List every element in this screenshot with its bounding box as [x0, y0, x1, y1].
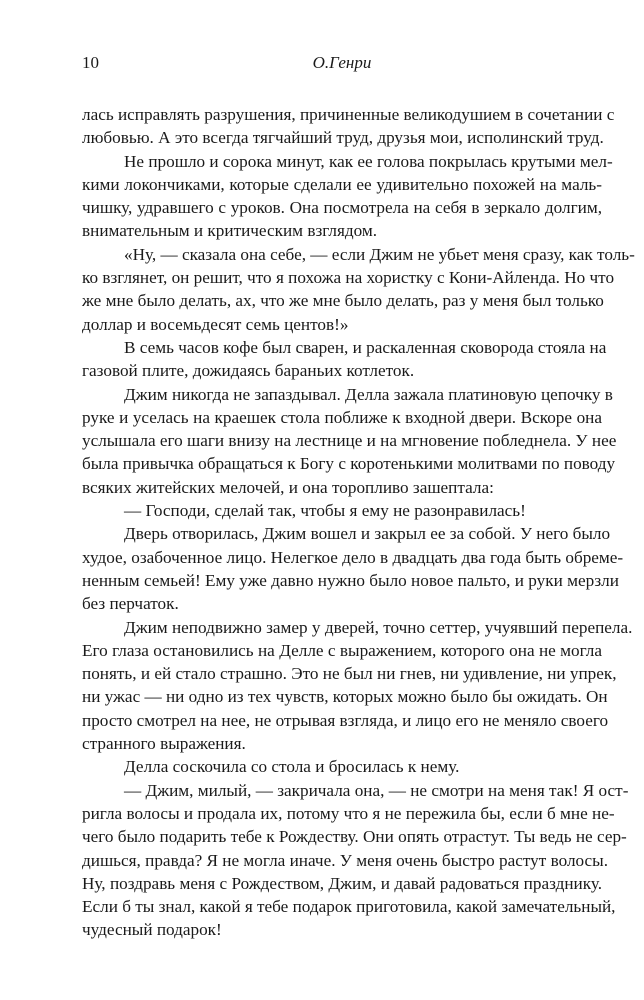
- text-line: внимательным и критическим взглядом.: [82, 221, 378, 241]
- text-line: газовой плите, дожидаясь бараньих котлеток.: [82, 361, 415, 381]
- paragraph: [82, 755, 602, 778]
- text-line: чудесный подарок!: [82, 920, 222, 940]
- paragraph: [82, 150, 613, 243]
- text-line: же мне было делать, ах, что же мне было делать, раз у меня был только: [82, 291, 604, 311]
- paragraph: [82, 779, 629, 942]
- text-line: ни ужас — ни одно из тех чувств, которых можно было бы ожидать. Он: [82, 687, 608, 707]
- page-number: 10: [82, 53, 99, 72]
- paragraph: [82, 616, 633, 756]
- text-line: странного выражения.: [82, 734, 246, 754]
- text-line: Дверь отворилась, Джим вошел и закрыл ее за собой. У него было: [124, 524, 611, 544]
- text-line: «Ну, — сказала она себе, — если Джим не убьет меня сразу, как толь-: [124, 244, 635, 264]
- text-line: услышала его шаги внизу на лестнице и на мгновение побледнела. У нее: [82, 431, 617, 451]
- text-line: чего было подарить тебе к Рождеству. Они опять отрастут. Ты ведь не сер-: [82, 827, 627, 847]
- text-line: ненным семьей! Ему уже давно нужно было новое пальто, и руки мерзли: [82, 570, 619, 590]
- text-line: понять, и ей стало страшно. Это не был ни гнев, ни удивление, ни упрек,: [82, 664, 617, 684]
- text-line: Ну, поздравь меня с Рождеством, Джим, и давай радоваться празднику.: [82, 873, 602, 893]
- paragraph: [82, 383, 617, 499]
- text-line: просто смотрел на нее, не отрывая взгляда, и лицо его не меняло своего: [82, 710, 609, 730]
- text-line: Делла соскочила со стола и бросилась к нему.: [124, 757, 460, 777]
- text-line: лась исправлять разрушения, причиненные великодушием в сочетании с: [82, 105, 615, 124]
- text-line: Его глаза остановились на Делле с выражением, которого она не могла: [82, 640, 602, 660]
- text-line: всяких житейских мелочей, и она торопливо зашептала:: [82, 477, 494, 497]
- author-name: О.Генри: [312, 53, 372, 72]
- paragraph: [82, 243, 635, 336]
- text-line: ко взглянет, он решит, что я похожа на хористку с Кони-Айленда. Но что: [82, 268, 615, 288]
- text-line: кими локончиками, которые сделали ее удивительно похожей на маль-: [82, 174, 602, 194]
- text-line: Джим неподвижно замер у дверей, точно сеттер, учуявший перепела.: [124, 617, 633, 637]
- text-line: ригла волосы и продала их, потому что я не пережила бы, если б мне не-: [82, 803, 615, 823]
- running-head: [82, 51, 602, 75]
- text-line: — Джим, милый, — закричала она, — не смотри на меня так! Я ост-: [124, 780, 629, 800]
- text-line: доллар и восемьдесят семь центов!»: [82, 314, 349, 334]
- text-line: была привычка обращаться к Богу с коротенькими молитвами по поводу: [82, 454, 616, 474]
- text-line: Если б ты знал, какой я тебе подарок приготовила, какой замечательный,: [82, 897, 616, 917]
- paragraph: [82, 336, 607, 383]
- text-line: — Господи, сделай так, чтобы я ему не разонравилась!: [124, 501, 526, 521]
- text-line: худое, озабоченное лицо. Нелегкое дело в двадцать два года быть обреме-: [82, 547, 624, 567]
- text-line: чишку, удравшего с уроков. Она посмотрела на себя в зеркало долгим,: [82, 198, 602, 218]
- text-line: В семь часов кофе был сварен, и раскаленная сковорода стояла на: [124, 337, 607, 357]
- paragraph: [82, 499, 602, 522]
- text-line: руке и уселась на краешек стола поближе к входной двери. Вскоре она: [82, 407, 602, 427]
- text-line: Джим никогда не запаздывал. Делла зажала платиновую цепочку в: [124, 384, 613, 404]
- paragraph: [82, 522, 624, 615]
- text-line: дишься, правда? Я не могла иначе. У меня очень быстро растут волосы.: [82, 850, 609, 870]
- text-line: Не прошло и сорока минут, как ее голова покрылась крутыми мел-: [124, 151, 613, 171]
- body-text: [82, 103, 635, 942]
- text-line: без перчаток.: [82, 594, 179, 614]
- text-line: любовью. А это всегда тягчайший труд, друзья мои, исполинский труд.: [82, 128, 604, 148]
- paragraph: [82, 103, 615, 150]
